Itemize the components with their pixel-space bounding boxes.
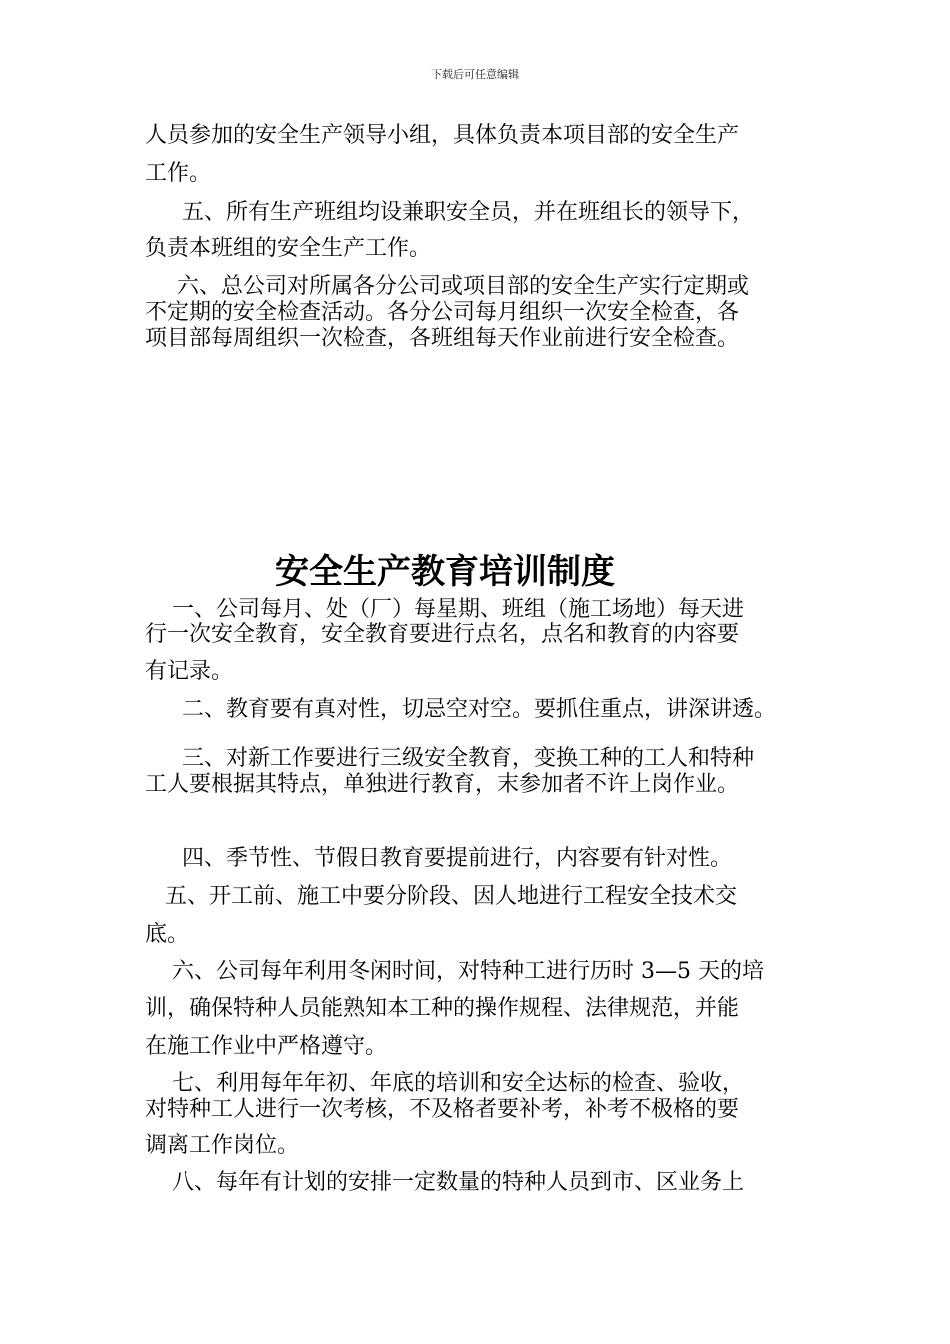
paragraph-line: 在施工作业中严格遵守。: [145, 1034, 388, 1059]
paragraph-line: 底。: [145, 922, 190, 947]
paragraph-line: 项目部每周组织一次检查，各班组每天作业前进行安全检查。: [145, 326, 740, 351]
paragraph-line: 一、公司每月、处（厂）每星期、班组（施工场地）每天进: [150, 597, 745, 622]
paragraph-line: 负责本班组的安全生产工作。: [145, 236, 432, 261]
document-title: 安全生产教育培训制度: [275, 552, 615, 592]
paragraph-line: 工人要根据其特点，单独进行教育，末参加者不许上岗作业。: [145, 772, 740, 797]
paragraph-line: 训，确保特种人员能熟知本工种的操作规程、法律规范，并能: [145, 996, 740, 1021]
paragraph-line: 不定期的安全检查活动。各分公司每月组织一次安全检查，各: [145, 300, 740, 325]
paragraph-line: 有记录。: [145, 659, 234, 684]
paragraph-line: 三、对新工作要进行三级安全教育，变换工种的工人和特种: [160, 746, 755, 771]
paragraph-line: 行一次安全教育，安全教育要进行点名，点名和教育的内容要: [145, 622, 740, 647]
paragraph-line: 六、总公司对所属各分公司或项目部的安全生产实行定期或: [155, 274, 750, 299]
paragraph-line: 二、教育要有真对性，切忌空对空。要抓住重点，讲深讲透。: [160, 697, 777, 722]
paragraph-line: 人员参加的安全生产领导小组，具体负责本项目部的安全生产: [145, 123, 740, 148]
paragraph-line: 八、每年有计划的安排一定数量的特种人员到市、区业务上: [150, 1170, 745, 1195]
paragraph-line: 调离工作岗位。: [145, 1133, 300, 1158]
paragraph-line: 七、利用每年年初、年底的培训和安全达标的检查、验收，: [150, 1071, 745, 1096]
paragraph-line: 四、季节性、节假日教育要提前进行，内容要有针对性。: [160, 846, 733, 871]
page-header: 下载后可任意编辑: [431, 68, 519, 81]
paragraph-line: 六、公司每年利用冬闲时间，对特种工进行历时 3—5 天的培: [150, 959, 764, 984]
paragraph-line: 对特种工人进行一次考核，不及格者要补考，补考不极格的要: [145, 1097, 740, 1122]
paragraph-line: 五、所有生产班组均设兼职安全员，并在班组长的领导下，: [160, 200, 755, 225]
paragraph-line: 五、开工前、施工中要分阶段、因人地进行工程安全技术交: [165, 884, 738, 909]
paragraph-line: 工作。: [145, 161, 212, 186]
